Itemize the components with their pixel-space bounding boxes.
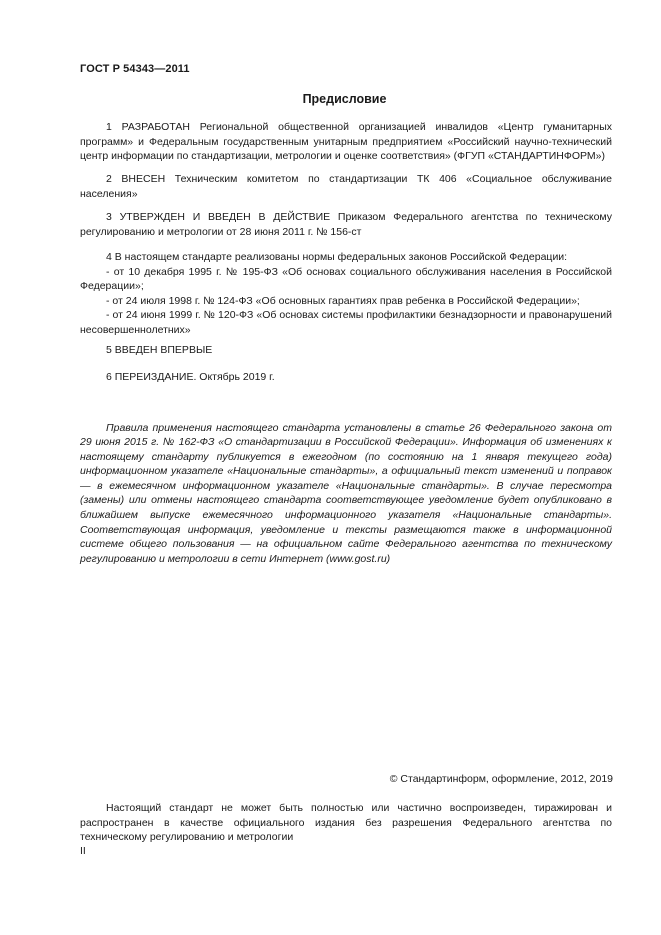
page-number: II [80, 845, 86, 857]
preface-title: Предисловие [302, 92, 387, 106]
preface-item-4 [80, 250, 612, 337]
preface-item-4-law-3: - от 24 июня 1999 г. № 120-ФЗ «Об основах системы профилактики безнадзорности и правонарушений несовершеннолетних» [80, 309, 612, 336]
preface-item-3-text: 3 УТВЕРЖДЕН И ВВЕДЕН В ДЕЙСТВИЕ Приказом Федерального агентства по техническому регулированию и метрологии от 28 июня 2011 г. № 156-ст [80, 211, 612, 238]
document-number: ГОСТ Р 54343—2011 [80, 63, 190, 75]
preface-item-1-text: 1 РАЗРАБОТАН Региональной общественной организацией инвалидов «Центр гуманитарных программ» и Федеральным государственным унитарным предприятием «Российский научно-технический центр информации по стандартизации, метрологии и оценке соответствия» (ФГУП «СТАНДАРТИНФОРМ») [80, 121, 612, 162]
preface-item-4-intro: 4 В настоящем стандарте реализованы нормы федеральных законов Российской Федерации: [106, 251, 568, 263]
preface-item-5-text: 5 ВВЕДЕН ВПЕРВЫЕ [106, 344, 213, 356]
preface-item-4-law-2: - от 24 июля 1998 г. № 124-ФЗ «Об основных гарантиях прав ребенка в Российской Федерации»; [106, 294, 580, 307]
preface-item-4-law-1: - от 10 декабря 1995 г. № 195-ФЗ «Об основах социального обслуживания населения в Российской Федерации»; [80, 265, 612, 292]
reproduction-notice: Настоящий стандарт не может быть полностью или частично воспроизведен, тиражирован и распространен в качестве официального издания без разрешения Федерального агентства по техническому регулированию и метрологии [80, 802, 612, 843]
preface-item-6 [80, 370, 612, 385]
standard-application-note: Правила применения настоящего стандарта установлены в статье 26 Федерального закона от 29 июня 2015 г. № 162-ФЗ «О стандартизации в Российской Федерации». Информация об изменениях к настоящему стандарту публикуется в ежегодном (по состоянию на 1 января текущего года) информационном указателе «Национальные стандарты», а официальный текст изменений и поправок — в ежемесячном информационном указателе «Национальные стандарты». В случае пересмотра (замены) или отмены настоящего стандарта соответствующее уведомление будет опубликовано в ближайшем выпуске ежемесячного информационного указателя «Национальные стандарты». Соответствующая информация, уведомление и тексты размещаются также в информационной системе общего пользования — на официальном сайте Федерального агентства по техническому регулированию и метрологии в сети Интернет (www.gost.ru) [80, 421, 612, 565]
preface-item-2-text: 2 ВНЕСЕН Техническим комитетом по стандартизации ТК 406 «Социальное обслуживание населения» [80, 173, 612, 200]
preface-item-3 [80, 210, 612, 239]
preface-item-2 [80, 172, 612, 201]
preface-item-6-text: 6 ПЕРЕИЗДАНИЕ. Октябрь 2019 г. [106, 371, 275, 383]
preface-item-5 [80, 343, 612, 358]
preface-item-1 [80, 120, 612, 164]
copyright-notice: © Стандартинформ, оформление, 2012, 2019 [389, 773, 613, 785]
